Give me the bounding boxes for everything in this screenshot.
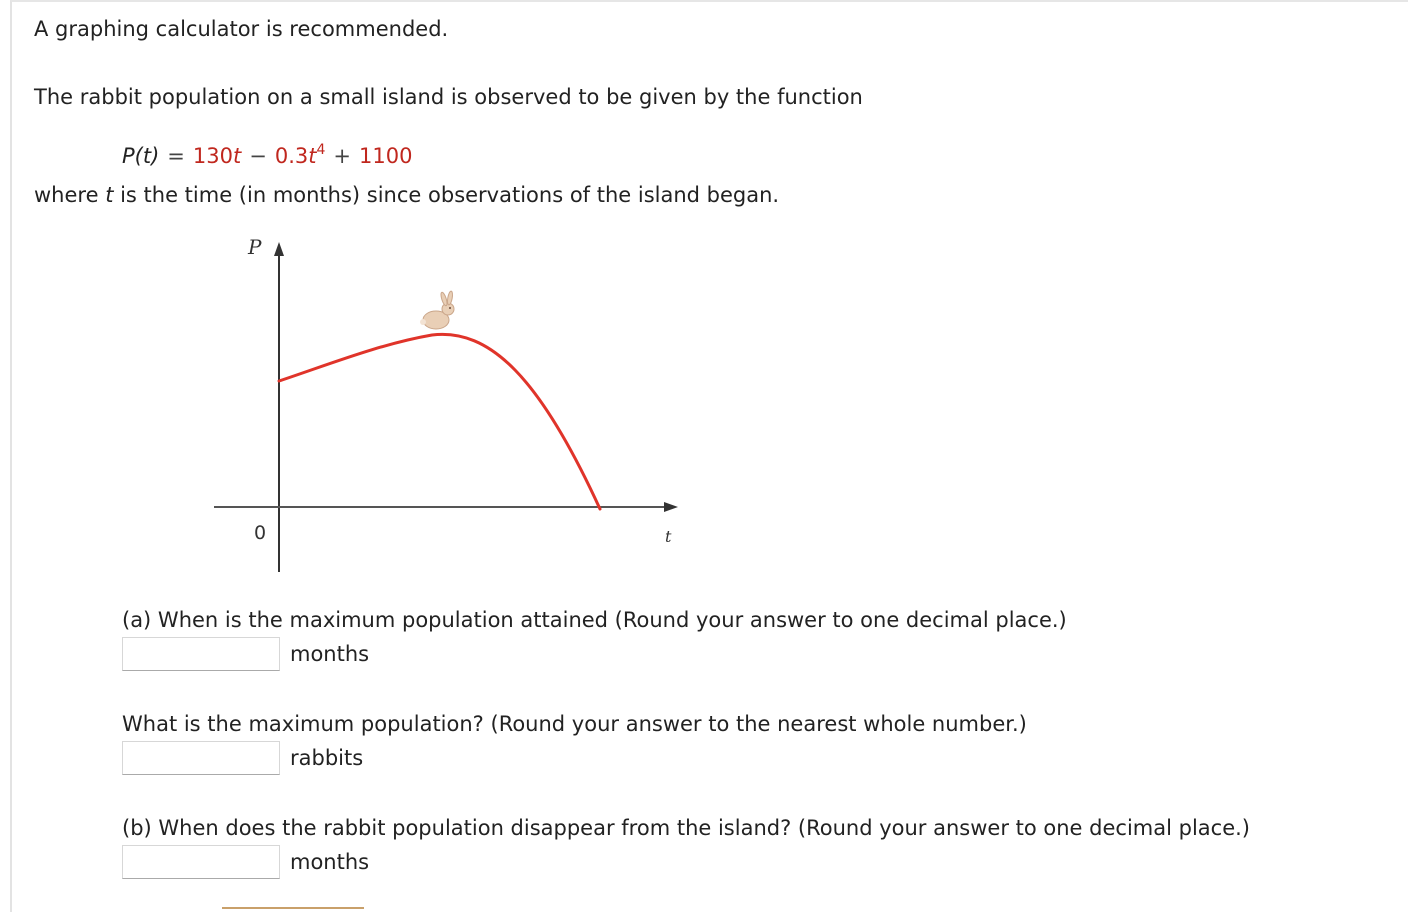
formula-equals: =	[167, 144, 185, 168]
formula-term1	[193, 144, 241, 168]
max-population-unit: rabbits	[290, 746, 364, 770]
term1-coefficient: 130	[192, 144, 233, 168]
calculator-note: A graphing calculator is recommended.	[34, 17, 449, 41]
population-graph	[200, 228, 700, 578]
next-control-edge[interactable]	[222, 907, 364, 912]
term2-exponent: 4	[316, 142, 326, 158]
origin-label: 0	[254, 522, 267, 544]
problem-statement: The rabbit population on a small island is observed to be given by the function	[34, 85, 863, 109]
term1-variable: t	[233, 144, 242, 168]
where-suffix: is the time (in months) since observations of the island began.	[113, 183, 780, 207]
disappear-time-unit: months	[290, 850, 370, 874]
formula-minus: −	[249, 144, 267, 168]
question-a-prompt: (a) When is the maximum population attained (Round your answer to one decimal place.)	[122, 608, 1067, 632]
max-population-input[interactable]	[122, 741, 280, 775]
population-curve	[279, 334, 600, 509]
term2-variable: t	[308, 144, 317, 168]
formula-lhs: P(t)	[122, 144, 160, 168]
term2-coefficient: 0.3	[274, 144, 309, 168]
formula-plus: +	[333, 144, 352, 168]
formula-term3: 1100	[359, 144, 413, 168]
max-population-prompt: What is the maximum population? (Round your answer to the nearest whole number.)	[122, 712, 1027, 736]
disappear-time-input[interactable]	[122, 845, 280, 879]
y-axis-label: P	[248, 235, 262, 259]
max-time-input[interactable]	[122, 637, 280, 671]
where-variable: t	[105, 183, 114, 207]
where-prefix: where	[34, 183, 106, 207]
population-formula	[122, 136, 412, 170]
y-axis-arrow	[274, 242, 284, 256]
x-axis-arrow	[664, 502, 678, 512]
formula-term2	[275, 144, 326, 168]
max-time-unit: months	[290, 642, 370, 666]
x-axis-label: t	[665, 527, 672, 546]
where-statement	[34, 182, 779, 208]
question-b-prompt: (b) When does the rabbit population disappear from the island? (Round your answer to one decimal place.)	[122, 816, 1250, 840]
rabbit-icon	[420, 291, 454, 329]
